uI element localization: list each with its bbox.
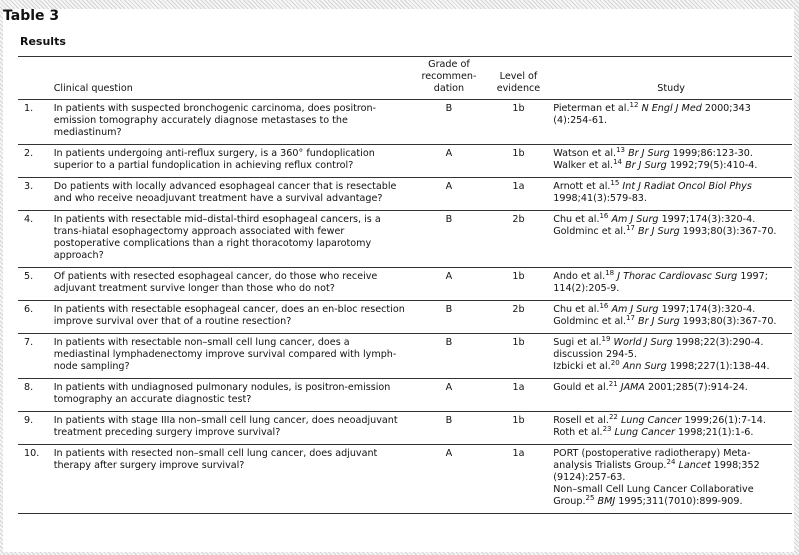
row-number: 8. [18,379,51,412]
level-value: 1b [487,334,551,379]
study-reference [553,301,789,316]
grade-value: A [411,178,487,211]
table-row [18,268,792,301]
results-table [18,56,792,514]
ref-number: 16 [599,211,609,220]
row-number: 7. [18,334,51,379]
study-cell [550,379,792,412]
level-value: 2b [487,301,551,334]
ref-author: Izbicki et al. [553,361,611,372]
table-row [18,145,792,178]
ref-author: PORT (postoperative radiotherapy) Meta-analysis Trialists Group. [553,448,751,471]
ref-citation: 1993;80(3):367-70. [682,316,777,327]
clinical-question: In patients with suspected bronchogenic carcinoma, does positron-emission tomography accurately diagnose metastases to the mediastinum? [51,100,411,145]
ref-citation: 1999;86:123-30. [672,148,753,159]
clinical-question: In patients with resected non–small cell lung cancer, does adjuvant therapy after surgery improve survival? [51,445,411,514]
ref-journal: BMJ [597,496,616,507]
section-title: Results [20,35,66,48]
ref-number: 21 [608,379,618,388]
study-cell [550,268,792,301]
grade-value: B [411,334,487,379]
ref-journal: Br J Surg [625,160,667,171]
study-reference [553,223,789,238]
row-number: 4. [18,211,51,268]
row-number: 9. [18,412,51,445]
ref-journal: N Engl J Med [641,103,702,114]
ref-citation: 2000;343 (4):254-61. [553,103,751,126]
header-level: Level of evidence [487,57,551,100]
ref-citation: 1998;21(1):1-6. [678,427,754,438]
ref-author: Walker et al. [553,160,614,171]
study-cell [550,100,792,145]
ref-number: 17 [626,223,635,232]
table-panel [3,9,794,552]
ref-number: 16 [599,301,609,310]
ref-number: 22 [608,412,618,421]
ref-author: Watson et al. [553,148,617,159]
grade-value: B [411,301,487,334]
study-reference [553,100,789,127]
header-question: Clinical question [51,57,411,100]
ref-citation: 1997;174(3):320-4. [661,304,756,315]
ref-number: 23 [602,424,612,433]
study-cell [550,178,792,211]
study-reference [553,178,789,205]
table-row [18,301,792,334]
ref-journal: Br J Surg [628,148,670,159]
ref-author: Gould et al. [553,382,609,393]
row-number: 10. [18,445,51,514]
study-reference [553,334,789,361]
row-number: 2. [18,145,51,178]
table-row [18,211,792,268]
study-reference [553,268,789,295]
ref-journal: Lancet [678,460,711,471]
ref-citation: 1998;22(3):290-4. discussion 294-5. [553,337,764,360]
ref-citation: 1995;311(7010):899-909. [618,496,743,507]
level-value: 1b [487,268,551,301]
ref-author: Chu et al. [553,214,600,225]
study-cell [550,211,792,268]
grade-value: B [411,211,487,268]
study-cell [550,412,792,445]
study-reference [553,157,789,172]
ref-number: 17 [626,313,635,322]
ref-author: Roth et al. [553,427,603,438]
ref-journal: Br J Surg [638,226,680,237]
ref-citation: 1997;174(3):320-4. [661,214,756,225]
ref-journal: JAMA [620,382,645,393]
ref-journal: Lung Cancer [614,427,675,438]
clinical-question: In patients with undiagnosed pulmonary nodules, is positron-emission tomography an accurate diagnostic test? [51,379,411,412]
ref-number: 14 [613,157,623,166]
clinical-question: In patients with resectable esophageal cancer, does an en-bloc resection improve survival over that of a routine resection? [51,301,411,334]
clinical-question: Of patients with resected esophageal cancer, do those who receive adjuvant treatment survive longer than those who do not? [51,268,411,301]
level-value: 1b [487,412,551,445]
table-row [18,412,792,445]
ref-citation: 1998;41(3):579-83. [553,193,647,204]
level-value: 1b [487,100,551,145]
level-value: 1a [487,178,551,211]
clinical-question: In patients with resectable mid–distal-third esophageal cancers, is a trans-hiatal esophagectomy approach associated with fewer postoperative complications than a right thoracotomy laparotomy approach? [51,211,411,268]
clinical-question: Do patients with locally advanced esophageal cancer that is resectable and who receive neoadjuvant treatment have a survival advantage? [51,178,411,211]
study-cell [550,145,792,178]
table-row [18,379,792,412]
ref-citation: 1997; 114(2):205-9. [553,271,768,294]
study-cell [550,334,792,379]
row-number: 6. [18,301,51,334]
table-row [18,334,792,379]
ref-number: 12 [629,100,639,109]
ref-number: 15 [610,178,620,187]
level-value: 1a [487,379,551,412]
study-reference [553,448,789,484]
ref-citation: 1993;80(3):367-70. [682,226,777,237]
study-reference [553,211,789,226]
ref-number: 18 [605,268,615,277]
ref-citation: 1998;352 (9124):257-63. [553,460,760,483]
grade-value: B [411,100,487,145]
study-reference [553,313,789,328]
table-row [18,445,792,514]
grade-value: A [411,268,487,301]
ref-journal: Ann Surg [622,361,667,372]
study-reference [553,424,789,439]
ref-journal: World J Surg [613,337,673,348]
clinical-question: In patients undergoing anti-reflux surgery, is a 360° fundoplication superior to a partial fundoplication in achieving reflux control? [51,145,411,178]
ref-journal: Int J Radiat Oncol Biol Phys [622,181,752,192]
study-reference [553,379,789,394]
study-cell [550,445,792,514]
ref-number: 24 [666,457,676,466]
ref-journal: Br J Surg [638,316,680,327]
ref-author: Sugi et al. [553,337,602,348]
level-value: 2b [487,211,551,268]
ref-author: Goldminc et al. [553,226,627,237]
study-reference [553,145,789,160]
level-value: 1a [487,445,551,514]
clinical-question: In patients with resectable non–small cell lung cancer, does a mediastinal lymphadenectomy improve survival compared with lymph-node sampling? [51,334,411,379]
grade-value: A [411,145,487,178]
header-study: Study [550,57,792,100]
clinical-question: In patients with stage IIIa non–small cell lung cancer, does neoadjuvant treatment preceding surgery improve survival? [51,412,411,445]
grade-value: A [411,445,487,514]
ref-journal: Lung Cancer [620,415,682,426]
ref-author: Non–small Cell Lung Cancer Collaborative Group. [553,484,754,507]
ref-author: Pieterman et al. [553,103,630,114]
ref-author: Arnott et al. [553,181,611,192]
ref-author: Chu et al. [553,304,600,315]
ref-journal: Am J Surg [611,214,659,225]
ref-citation: 1992;79(5):410-4. [669,160,758,171]
header-row [18,57,792,100]
table-row [18,178,792,211]
study-reference [553,358,789,373]
row-number: 3. [18,178,51,211]
ref-citation: 2001;285(7):914-24. [648,382,748,393]
row-number: 5. [18,268,51,301]
table-label: Table 3 [3,9,65,23]
ref-author: Ando et al. [553,271,606,282]
study-reference [553,412,789,427]
ref-citation: 1998;227(1):138-44. [669,361,770,372]
table-row [18,100,792,145]
ref-citation: 1999;26(1):7-14. [684,415,766,426]
study-reference [553,484,789,508]
ref-author: Goldminc et al. [553,316,627,327]
study-cell [550,301,792,334]
ref-journal: Am J Surg [611,304,659,315]
ref-number: 25 [585,493,595,502]
ref-journal: J Thorac Cardiovasc Surg [617,271,738,282]
grade-value: B [411,412,487,445]
row-number: 1. [18,100,51,145]
ref-author: Rosell et al. [553,415,609,426]
level-value: 1b [487,145,551,178]
ref-number: 20 [610,358,620,367]
header-grade: Grade of recommen-dation [411,57,487,100]
ref-number: 19 [601,334,611,343]
grade-value: A [411,379,487,412]
ref-number: 13 [616,145,625,154]
